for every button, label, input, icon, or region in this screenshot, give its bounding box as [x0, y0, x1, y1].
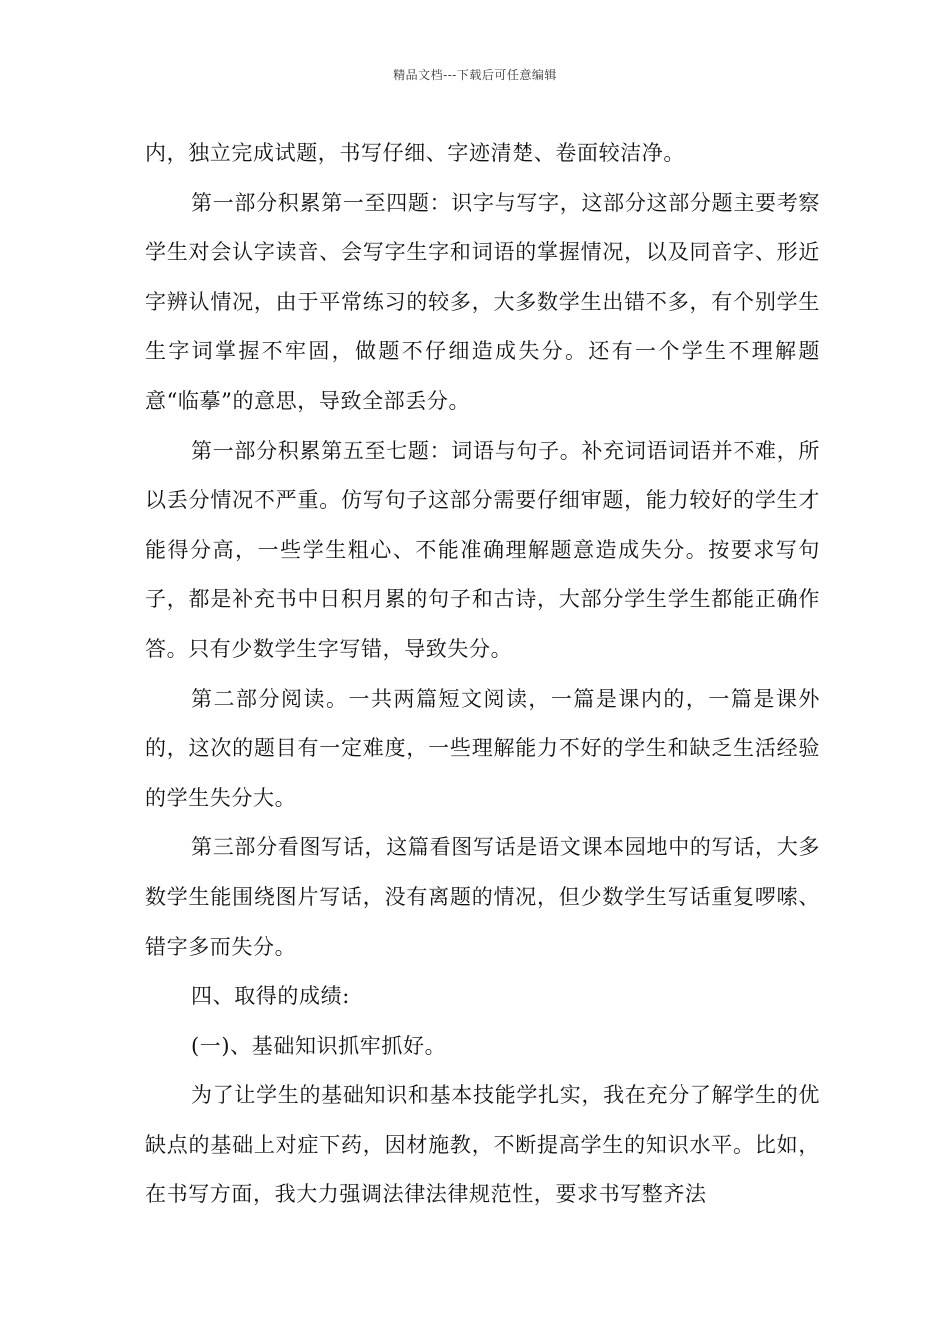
paragraph-part1-q1-4: 第一部分积累第一至四题：识字与写字，这部分这部分题主要考察学生对会认字读音、会写字生字和词语的掌握情况，以及同音字、形近字辨认情况，由于平常练习的较多，大多数学生出错不多，有个别学生生字词掌握不牢固，做题不仔细造成失分。还有一个学生不理解题意“临摹”的意思，导致全部丢分。 [145, 190, 820, 413]
paragraph-part1-q5-7: 第一部分积累第五至七题：词语与句子。补充词语词语并不难，所以丢分情况不严重。仿写句子这部分需要仔细审题，能力较好的学生才能得分高，一些学生粗心、不能准确理解题意造成失分。按要求写句子，都是补充书中日积月累的句子和古诗，大部分学生学生都能正确作答。只有少数学生字写错，导致失分。 [145, 438, 820, 661]
paragraph-part3-writing: 第三部分看图写话，这篇看图写话是语文课本园地中的写话，大多数学生能围绕图片写话，没有离题的情况，但少数学生写话重复啰嗦、错字多而失分。 [145, 835, 820, 959]
paragraph-continuation: 内，独立完成试题，书写仔细、字迹清楚、卷面较洁净。 [145, 141, 685, 165]
document-body [145, 129, 820, 1220]
page-header: 精品文档---下载后可任意编辑 [393, 68, 557, 82]
subsection-heading-basics: (一)、基础知识抓牢抓好。 [191, 1033, 447, 1058]
section-heading-achievements: 四、取得的成绩: [191, 984, 350, 1009]
paragraph-basics-detail: 为了让学生的基础知识和基本技能学扎实，我在充分了解学生的优缺点的基础上对症下药，因材施教，不断提高学生的知识水平。比如，在书写方面，我大力强调法律法律规范性，要求书写整齐法 [145, 1083, 820, 1207]
paragraph-part2-reading: 第二部分阅读。一共两篇短文阅读，一篇是课内的，一篇是课外的，这次的题目有一定难度，一些理解能力不好的学生和缺乏生活经验的学生失分大。 [145, 686, 820, 810]
